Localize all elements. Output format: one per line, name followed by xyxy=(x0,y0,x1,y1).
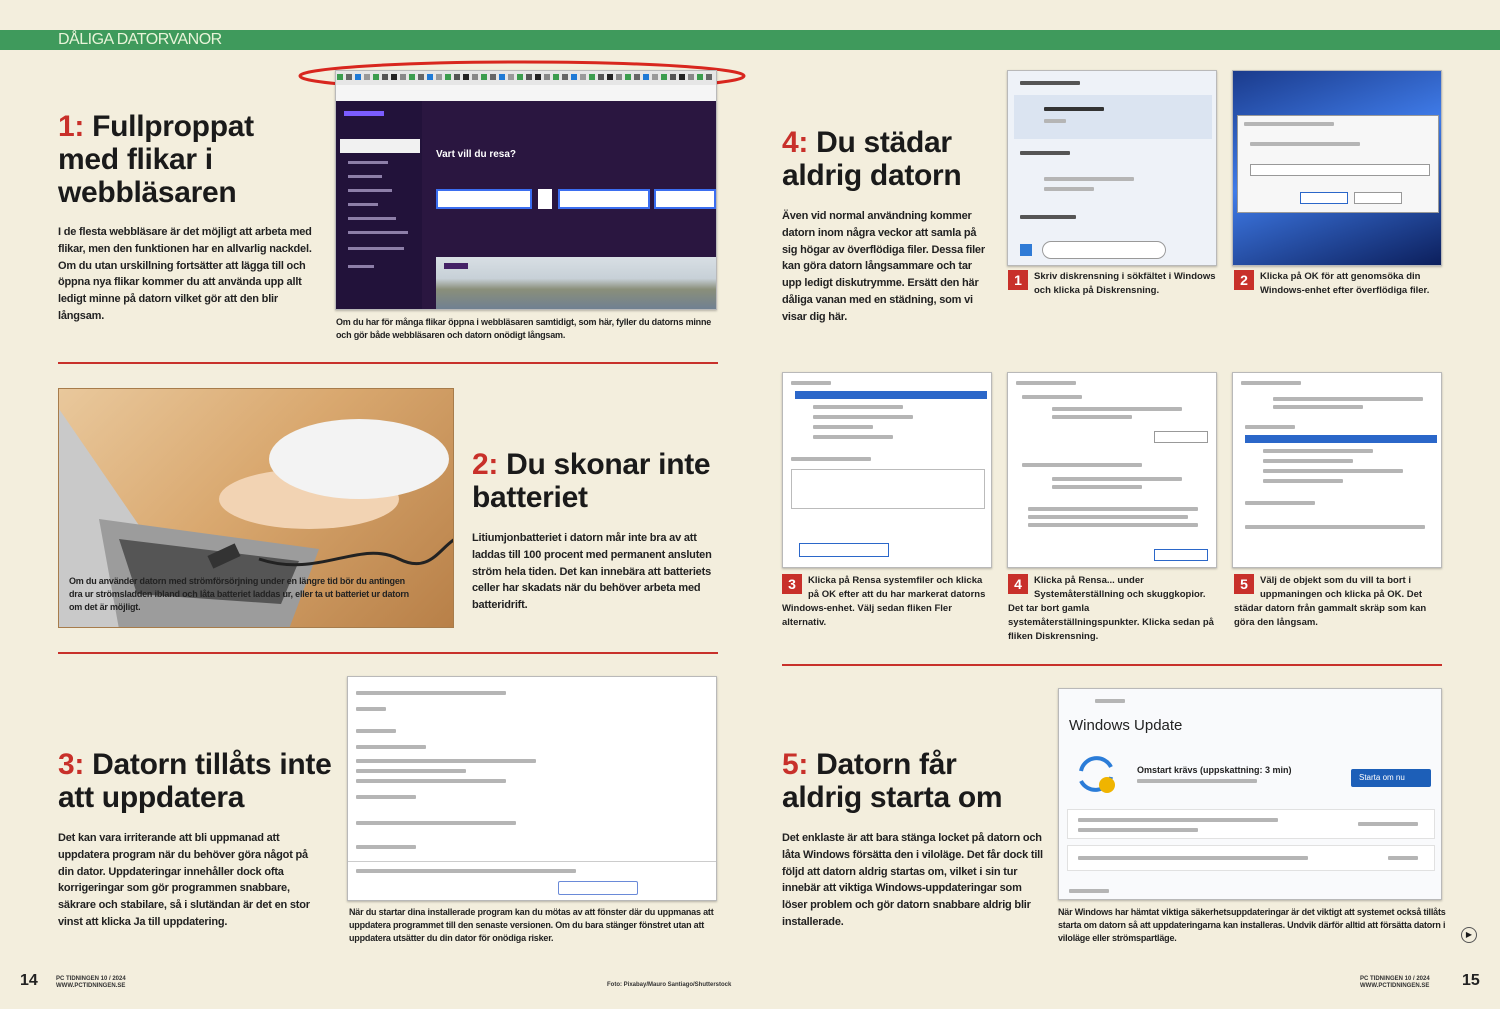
browser-tab-icon[interactable] xyxy=(706,74,712,80)
browser-tab-icon[interactable] xyxy=(670,74,676,80)
browser-tab-icon[interactable] xyxy=(562,74,568,80)
browser-tab-icon[interactable] xyxy=(607,74,613,80)
step-5-screenshot xyxy=(1232,372,1442,568)
divider-1 xyxy=(58,362,718,364)
divider-2 xyxy=(58,652,718,654)
section-4-heading: 4: Du städar aldrig datorn xyxy=(782,126,962,192)
browser-tab-icon[interactable] xyxy=(499,74,505,80)
step-3-caption: 3 Klicka på Rensa systemfiler och klicka på OK efter att du har markerat datorns Windows-enhet. Välj sedan fliken Fler alternativ. xyxy=(782,575,986,628)
browser-tab-icon[interactable] xyxy=(517,74,523,80)
section-2-body: Litiumjonbatteriet i datorn mår inte bra av att laddas till 100 procent med permanent ansluten ström hela tiden. Det kan innebära att batteriets celler har skadats när du behöver arbeta med batteridrift. xyxy=(472,532,712,612)
browser-tab-icon[interactable] xyxy=(337,74,343,80)
page-number-left: 14 xyxy=(20,972,38,989)
browser-tab-icon[interactable] xyxy=(445,74,451,80)
section-5-body: Det enklaste är att bara stänga locket på datorn och låta Windows försätta den i viloläge. Det får dock till följd att datorn aldrig startas om, vilket i sin tur innebär att viktiga Windows-uppdateringar som löser problem och gör datorn snabbare aldrig blir installerade. xyxy=(782,832,1043,928)
browser-tab-icon[interactable] xyxy=(571,74,577,80)
many-tabs-strip xyxy=(337,72,715,82)
site-hero-image xyxy=(436,257,717,310)
site-from-field xyxy=(436,189,532,209)
section-1-caption: Om du har för många flikar öppna i webbläsaren samtidigt, som här, fyller du datorns minne och gör både webbläsaren och datorn onödigt långsam. xyxy=(336,317,712,340)
section-title: DÅLIGA DATORVANOR xyxy=(58,31,222,48)
section-4-body: Även vid normal användning kommer datorn inom några veckor att samla på sig högar av överflödiga filer. Dessa filer kan göra datorn långsammare och tar upp ledigt diskutrymme. Ersätt den här dåliga vanan med en städning, som vi visar dig här. xyxy=(782,210,985,323)
browser-tab-icon[interactable] xyxy=(661,74,667,80)
browser-tab-icon[interactable] xyxy=(418,74,424,80)
update-button[interactable] xyxy=(558,881,638,895)
browser-tab-icon[interactable] xyxy=(436,74,442,80)
browser-tab-icon[interactable] xyxy=(463,74,469,80)
site-sidebar xyxy=(336,101,422,310)
divider-3 xyxy=(782,664,1442,666)
restart-required-status: Omstart krävs (uppskattning: 3 min) xyxy=(1137,765,1292,775)
browser-tab-icon[interactable] xyxy=(616,74,622,80)
site-swap-button xyxy=(538,189,552,209)
browser-tab-icon[interactable] xyxy=(625,74,631,80)
cancel-button[interactable] xyxy=(1354,192,1402,204)
step-1-screenshot xyxy=(1007,70,1217,266)
browser-tab-icon[interactable] xyxy=(472,74,478,80)
browser-tab-icon[interactable] xyxy=(508,74,514,80)
section-1-heading: 1: Fullproppat med flikar i webbläsaren xyxy=(58,110,254,209)
browser-tab-icon[interactable] xyxy=(535,74,541,80)
clean-restore-points-button[interactable] xyxy=(1154,549,1208,561)
section-5-heading: 5: Datorn får aldrig starta om xyxy=(782,748,1003,814)
section-2-caption: Om du använder datorn med strömförsörjning under en längre tid bör du antingen dra ur strömsladden ibland och låta batteriet laddas ur, eller ta ut batteriet ur datorn om det är möjligt. xyxy=(69,576,409,612)
laptop-charging-photo xyxy=(58,388,454,628)
clean-system-files-button[interactable] xyxy=(799,543,889,557)
browser-tab-icon[interactable] xyxy=(346,74,352,80)
step-4-screenshot xyxy=(1007,372,1217,568)
step-4-caption: 4 Klicka på Rensa... under Systemåterställning och skuggkopior. Det tar bort gamla systemåterställningspunkter. Klicka sedan på fliken Diskrensning. xyxy=(1008,575,1214,642)
browser-tab-icon[interactable] xyxy=(391,74,397,80)
section-3-caption: När du startar dina installerade program kan du mötas av att fönster där du uppmanas att uppdatera programmet till den senaste versionen. Om du bara stänger fönstret utan att uppdatera utsätter du din dator för onödiga risker. xyxy=(349,907,714,943)
start-search-box[interactable] xyxy=(1042,241,1166,259)
section-5-caption: När Windows har hämtat viktiga säkerhetsuppdateringar är det viktigt att systemet också tillåts starta om datorn så att uppdateringarna kan installeras. Undvik därför alltid att försätta datorn i viloläge eller strömspartläge. xyxy=(1058,907,1446,943)
browser-tab-icon[interactable] xyxy=(490,74,496,80)
browser-tab-icon[interactable] xyxy=(589,74,595,80)
browser-tab-icon[interactable] xyxy=(688,74,694,80)
browser-tab-icon[interactable] xyxy=(373,74,379,80)
browser-tab-icon[interactable] xyxy=(697,74,703,80)
windows-update-screenshot xyxy=(1058,688,1442,900)
browser-tab-icon[interactable] xyxy=(652,74,658,80)
drive-dropdown[interactable] xyxy=(1250,164,1430,176)
restart-now-button[interactable]: Starta om nu xyxy=(1351,769,1431,787)
page-number-right: 15 xyxy=(1462,972,1480,989)
ok-button[interactable] xyxy=(1300,192,1348,204)
update-dialog-screenshot xyxy=(347,676,717,901)
browser-tab-icon[interactable] xyxy=(382,74,388,80)
step-3-screenshot xyxy=(782,372,992,568)
browser-tab-icon[interactable] xyxy=(643,74,649,80)
site-search-title: Vart vill du resa? xyxy=(436,149,517,160)
browser-tab-icon[interactable] xyxy=(580,74,586,80)
section-2-heading: 2: Du skonar inte batteriet xyxy=(472,448,711,514)
update-sync-icon xyxy=(1073,751,1119,797)
browser-tab-icon[interactable] xyxy=(634,74,640,80)
browser-tab-icon[interactable] xyxy=(553,74,559,80)
site-date-field xyxy=(654,189,716,209)
step-1-caption: 1 Skriv diskrensning i sökfältet i Windows och klicka på Diskrensning. xyxy=(1008,270,1218,298)
step-5-caption: 5 Välj de objekt som du vill ta bort i uppmaningen och klicka på OK. Det städar datorn från gammalt skräp som kan göra den långsam. xyxy=(1234,575,1427,628)
next-page-icon[interactable]: ▶ xyxy=(1461,927,1477,943)
browser-tab-icon[interactable] xyxy=(481,74,487,80)
site-to-field xyxy=(558,189,650,209)
section-3-heading: 3: Datorn tillåts inte att uppdatera xyxy=(58,748,332,814)
magazine-issue-left: PC TIDNINGEN 10 / 2024 WWW.PCTIDNINGEN.SE xyxy=(56,976,126,989)
browser-tab-icon[interactable] xyxy=(526,74,532,80)
step-2-caption: 2 Klicka på OK för att genomsöka din Windows-enhet efter överflödiga filer. xyxy=(1234,270,1444,298)
browser-tab-icon[interactable] xyxy=(427,74,433,80)
windows-logo-icon xyxy=(1020,244,1032,256)
photo-credit: Foto: Pixabay/Mauro Santiago/Shutterstock xyxy=(607,982,732,988)
drive-select-dialog xyxy=(1237,115,1439,213)
step-2-screenshot xyxy=(1232,70,1442,266)
browser-tab-icon[interactable] xyxy=(409,74,415,80)
windows-update-title: Windows Update xyxy=(1069,717,1183,734)
browser-tab-icon[interactable] xyxy=(679,74,685,80)
browser-tab-icon[interactable] xyxy=(400,74,406,80)
section-3-body: Det kan vara irriterande att bli uppmanad att uppdatera program när du behöver göra något på din dator. Uppdateringar innehåller dock ofta korrigeringar som gör programmen snabbare, säkrare och stabilare, så i slutändan är det en stor vinst att klicka Ja till uppdatering. xyxy=(58,832,310,928)
browser-screenshot xyxy=(335,70,717,310)
browser-tab-icon[interactable] xyxy=(598,74,604,80)
section-1-body: I de flesta webbläsare är det möjligt att arbeta med flikar, men den funktionen har en allvarlig nackdel. Om du utan urskillning fortsätter att lägga till och öppna nya flikar kommer du att använda upp allt ledigt minne på datorn vilket gör att den blir långsam. xyxy=(58,226,312,322)
browser-tab-icon[interactable] xyxy=(454,74,460,80)
browser-tab-icon[interactable] xyxy=(544,74,550,80)
browser-tab-icon[interactable] xyxy=(364,74,370,80)
browser-address-bar xyxy=(336,85,717,101)
section-header-bar xyxy=(0,30,1500,50)
magazine-issue-right: PC TIDNINGEN 10 / 2024 WWW.PCTIDNINGEN.SE xyxy=(1360,976,1430,989)
browser-tab-icon[interactable] xyxy=(355,74,361,80)
